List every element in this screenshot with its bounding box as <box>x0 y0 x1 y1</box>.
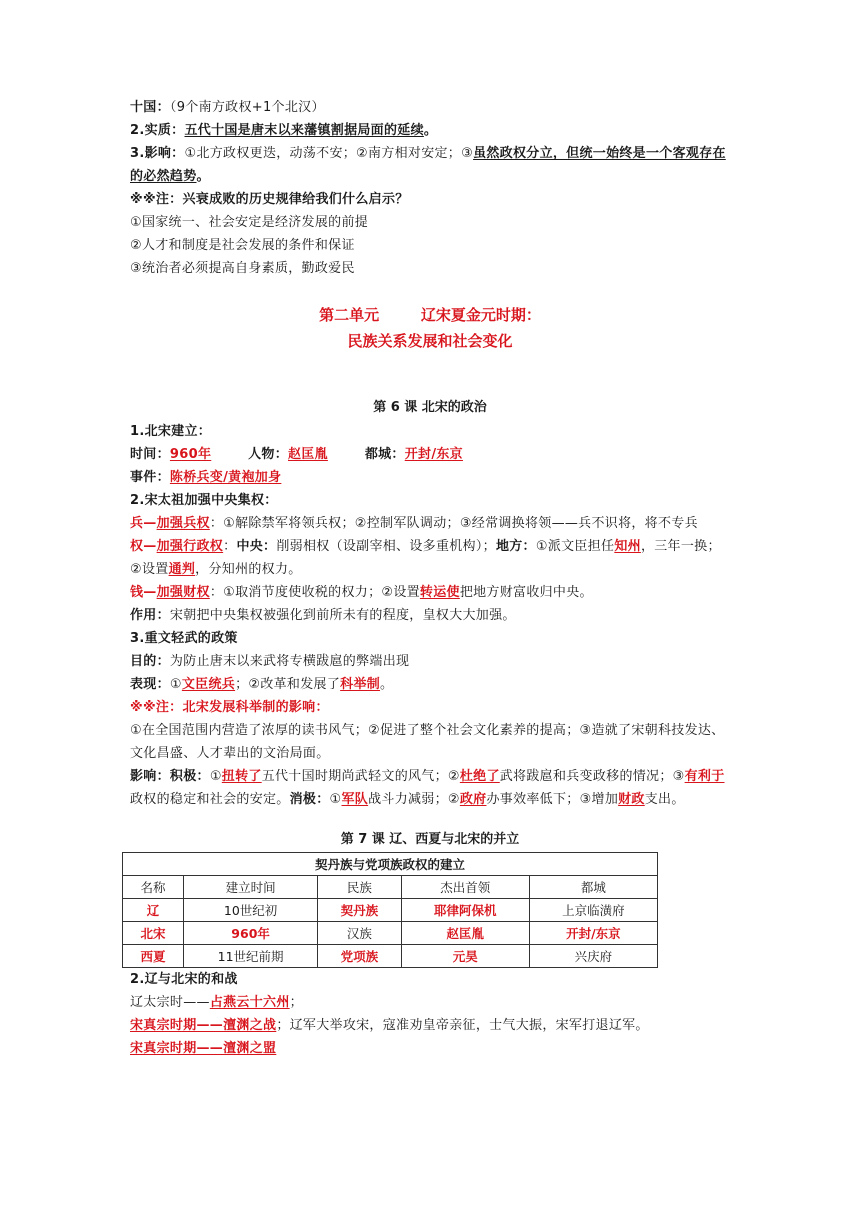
manifestation-line <box>130 673 730 696</box>
admin-line <box>130 535 730 581</box>
keyword: 宋真宗时期——澶渊之战 <box>130 1018 277 1033</box>
event-line <box>130 466 730 489</box>
label: 权— <box>130 539 157 554</box>
table-cell: 汉族 <box>318 922 401 945</box>
text: 。 <box>423 123 438 138</box>
note-item: ②人才和制度是社会发展的条件和保证 <box>130 238 355 253</box>
founding-line <box>130 443 730 466</box>
note-item: ①国家统一、社会安定是经济发展的前提 <box>130 215 369 230</box>
table-cell: 契丹族 <box>318 899 401 922</box>
essence-line <box>130 119 730 142</box>
chanyuan-treaty-line: 宋真宗时期——澶渊之盟 <box>130 1041 277 1056</box>
heading: 1.北宋建立： <box>130 424 212 439</box>
text: 宋朝把中央集权被强化到前所未有的程度，皇权大大加强。 <box>169 608 516 623</box>
column-header: 都城 <box>529 876 657 899</box>
text: 支出。 <box>644 792 685 807</box>
note-body: ①在全国范围内营造了浓厚的读书风气；②促进了整个社会文化素养的提高；③造就了宋朝科技发达、文化昌盛、人才辈出的文治局面。 <box>130 723 725 761</box>
text: ： <box>223 539 237 554</box>
label: 事件： <box>130 470 170 485</box>
label: 中央： <box>236 539 277 554</box>
label: 地方： <box>495 539 536 554</box>
keyword: 文臣统兵 <box>181 677 236 692</box>
text: 削弱相权（设副宰相、设多重机构）； <box>276 539 496 554</box>
finance-line <box>130 581 730 604</box>
heading: 3.重文轻武的政策 <box>130 631 238 646</box>
column-header: 建立时间 <box>183 876 317 899</box>
label: 时间： <box>130 447 170 462</box>
table-cell: 西夏 <box>123 945 184 968</box>
text: ；②改革和发展了 <box>235 677 341 692</box>
keyword: 政府 <box>459 792 487 807</box>
keyword: 转运使 <box>419 585 460 600</box>
keyword: 财政 <box>618 792 645 807</box>
heading: 2.宋太祖加强中央集权： <box>130 493 278 508</box>
table-cell: 960年 <box>183 922 317 945</box>
keyword: 通判 <box>168 562 196 577</box>
table-header-row <box>123 876 658 899</box>
keyword: 知州 <box>614 539 641 554</box>
text: 。 <box>380 677 394 692</box>
table-row <box>123 945 658 968</box>
table-cell: 耶律阿保机 <box>401 899 529 922</box>
chanyuan-battle-line <box>130 1014 730 1037</box>
lesson-6-title: 第 6 课 北宋的政治 <box>373 400 487 415</box>
label: 人物： <box>248 447 289 462</box>
keyword: 科举制 <box>340 677 381 692</box>
text: 办事效率低下；③增加 <box>486 792 619 807</box>
effect-line <box>130 604 730 627</box>
text: 。 <box>196 169 210 184</box>
keyword: 960年 <box>169 447 212 462</box>
column-header: 名称 <box>123 876 184 899</box>
unit-title: 第二单元 辽宋夏金元时期： <box>319 306 541 324</box>
text: 辽太宗时—— <box>130 995 210 1010</box>
table-cell: 上京临潢府 <box>529 899 657 922</box>
military-line <box>130 512 730 535</box>
keyword: 杜绝了 <box>459 769 500 784</box>
influence-line <box>130 142 730 188</box>
label: 兵— <box>130 516 157 531</box>
label: 3.影响： <box>130 146 185 161</box>
label: 消极： <box>289 792 330 807</box>
table-cell: 10世纪初 <box>183 899 317 922</box>
column-header: 民族 <box>318 876 401 899</box>
text: ① <box>329 792 342 807</box>
table-cell: 辽 <box>123 899 184 922</box>
label: 目的： <box>130 654 170 669</box>
table-cell: 元昊 <box>401 945 529 968</box>
text: 把地方财富收归中央。 <box>459 585 593 600</box>
text: ，三年一换；②设置 <box>130 539 721 577</box>
column-header: 杰出首领 <box>401 876 529 899</box>
ten-kingdoms-line <box>130 96 730 119</box>
lesson-7-title: 第 7 课 辽、西夏与北宋的并立 <box>340 832 520 847</box>
text: ； <box>289 995 303 1010</box>
table-cell: 11世纪前期 <box>183 945 317 968</box>
liao-taizong-line <box>130 991 730 1014</box>
keyword: 有利于 <box>684 769 725 784</box>
keyword: 加强行政权 <box>156 539 224 554</box>
label: 都城： <box>364 447 405 462</box>
note-title: ※※注：北宋发展科举制的影响： <box>130 700 329 715</box>
unit-subtitle: 民族关系发展和社会变化 <box>347 332 513 350</box>
keyword: 加强兵权 <box>156 516 210 531</box>
text: ：①解除禁军将领兵权；②控制军队调动；③经常调换将领——兵不识将，将不专兵 <box>209 516 698 531</box>
keyword: 军队 <box>341 792 369 807</box>
label: 影响： <box>130 769 170 784</box>
keyword: 扭转了 <box>221 769 262 784</box>
text: 政权的稳定和社会的安定。 <box>130 792 290 807</box>
keyword: 赵匡胤 <box>288 447 328 462</box>
heading: 2.辽与北宋的和战 <box>130 972 238 987</box>
text: ① <box>209 769 222 784</box>
label: 积极： <box>169 769 210 784</box>
keyphrase: 五代十国是唐末以来藩镇割据局面的延续 <box>184 123 424 138</box>
table-row <box>123 899 658 922</box>
influence-detail <box>130 765 730 811</box>
label: 表现： <box>130 677 170 692</box>
note-item: ③统治者必须提高自身素质，勤政爱民 <box>130 261 355 276</box>
text: 五代十国时期尚武轻文的风气；② <box>261 769 460 784</box>
label: 钱— <box>130 585 157 600</box>
table-cell: 赵匡胤 <box>401 922 529 945</box>
keyword: 占燕云十六州 <box>209 995 290 1010</box>
goal-line <box>130 650 730 673</box>
text: ：①取消节度使收税的权力；②设置 <box>209 585 420 600</box>
keyword: 加强财权 <box>156 585 210 600</box>
text: 为防止唐末以来武将专横跋扈的弊端出现 <box>169 654 410 669</box>
table-row <box>123 922 658 945</box>
label: 作用： <box>130 608 170 623</box>
text: ① <box>169 677 182 692</box>
note-question: ※※注：兴衰成败的历史规律给我们什么启示？ <box>130 192 409 207</box>
keyword: 开封/东京 <box>404 447 463 462</box>
table-caption-row <box>123 853 658 876</box>
regimes-table <box>122 852 658 968</box>
text: ①派文臣担任 <box>535 539 615 554</box>
table-cell: 开封/东京 <box>529 922 657 945</box>
keyword: 陈桥兵变/黄袍加身 <box>169 470 282 485</box>
text: ①北方政权更迭，动荡不安；②南方相对安定；③ <box>184 146 474 161</box>
table-cell: 党项族 <box>318 945 401 968</box>
text: （9个南方政权+1个北汉） <box>169 100 325 115</box>
text: 武将跋扈和兵变政移的情况；③ <box>499 769 685 784</box>
text: ；辽军大举攻宋，寇准劝皇帝亲征，士气大振，宋军打退辽军。 <box>276 1018 649 1033</box>
document-page <box>130 96 730 1060</box>
table-cell: 北宋 <box>123 922 184 945</box>
table-caption: 契丹族与党项族政权的建立 <box>123 853 658 876</box>
label: 2.实质： <box>130 123 185 138</box>
text: 战斗力减弱；② <box>368 792 460 807</box>
label: 十国： <box>130 100 170 115</box>
table-cell: 兴庆府 <box>529 945 657 968</box>
text: ，分知州的权力。 <box>195 562 302 577</box>
keyphrase: 虽然政权分立，但统一始终是一个客观存在的必然趋势 <box>130 146 726 184</box>
